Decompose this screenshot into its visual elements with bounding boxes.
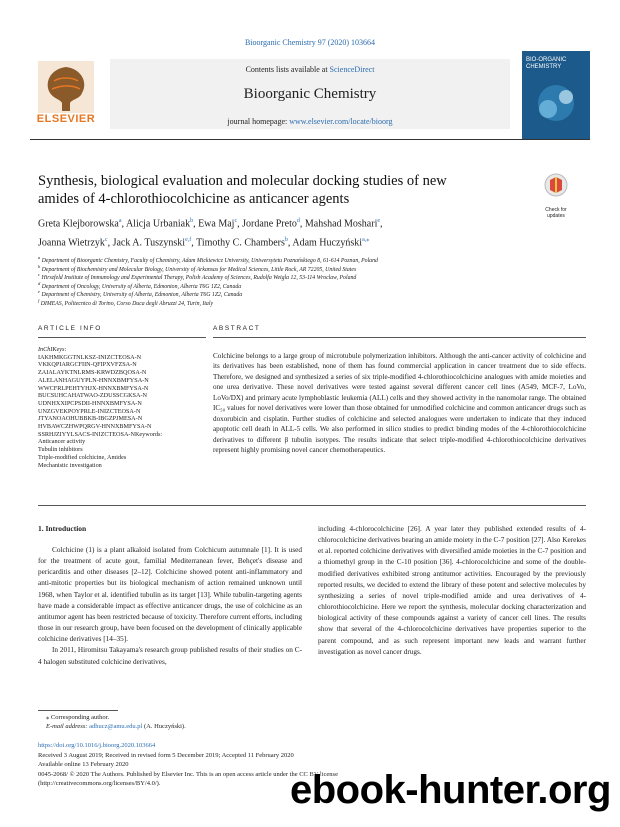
author-affiliation-marker[interactable]: b <box>284 237 288 244</box>
author-line-1: Greta Klejborowska$^a$, Alicja Urbaniak$^b$, Ewa Maj$^c$, Jordane Preto$^d$, Mahshad Moshari$^e$, <box>38 218 383 230</box>
watermark: ebook-hunter.org <box>290 768 611 812</box>
email-label: E-mail address: <box>46 723 90 730</box>
affiliation-item <box>38 297 578 308</box>
available-online: Available online 13 February 2020 <box>38 761 129 768</box>
license-url[interactable]: (http://creativecommons.org/licenses/BY/4.0/). <box>38 780 161 787</box>
keyword-item: IAKHMKGGTNLKSZ-INIZCTEOSA-N <box>38 353 142 361</box>
homepage-prefix: journal homepage: <box>227 117 290 126</box>
journal-masthead <box>110 59 510 129</box>
abstract-heading: ABSTRACT <box>213 325 261 332</box>
affiliation-text: Department of Biochemistry and Molecular Biology, University of Arkansas for Medical Sciences, Little Rock, AR 72205, United States <box>41 266 357 273</box>
footnote <box>46 713 346 731</box>
doi-link[interactable]: https://doi.org/10.1016/j.bioorg.2020.103664 <box>38 742 156 749</box>
keyword-item: ZAIALAYKTNLRMS-KRWDZBQOSA-N <box>38 369 147 377</box>
author-name[interactable]: Ewa Maj <box>198 218 235 230</box>
journal-title: Bioorganic Chemistry <box>243 86 377 102</box>
affiliation-marker: a <box>38 255 41 260</box>
affiliation-text: Department of Oncology, University of Alberta, Edmonton, Alberta T6G 1Z2, Canada <box>41 283 242 290</box>
sciencedirect-link[interactable]: ScienceDirect <box>329 65 375 74</box>
keyword-item: SSRHJZIYYLSACS-INIZCTEOSA-NKeywords: <box>38 430 163 438</box>
email-link[interactable]: adhucz@amu.edu.pl <box>89 723 143 730</box>
email-line <box>46 722 346 731</box>
author-affiliation-marker[interactable]: c <box>234 218 238 224</box>
author-name[interactable]: Mahshad Moshari <box>304 218 378 230</box>
homepage-link[interactable]: www.elsevier.com/locate/bioorg <box>289 117 393 126</box>
author-line-2: Joanna Wietrzyk$^c$, Jack A. Tuszynski$^{e,f}$, Timothy C. Chambers$^b$, Adam Huczyński$^{a,⁎}$ <box>38 237 370 249</box>
author-name[interactable]: Alicja Urbaniak <box>125 218 191 230</box>
keyword-item: InChIKeys: <box>38 346 67 353</box>
intro-paragraph-1: Colchicine (1) is a plant alkaloid isolated from Colchicum autumnale [1]. It is used for the treatment of acute gout, familial Mediterranean fever, Behçet's disease and pericarditis and other diseases [2–12]. Colchicine showed potent anti-inflammatory and anti-mitotic properties but its biological mechanism of action remained unknown until 1968, when Taylor et al. identified tubulin as its target [13]. While tubulin-targeting agents have made a considerable impact as effective anticancer drugs, the use of colchicine as an antitumor agent has been restricted because of toxicity. Therefore current efforts, including those in our research group, have been focused on the development of clinically applicable colchicine derivatives [14–35]. <box>38 546 302 644</box>
keywords-list <box>38 346 208 469</box>
affiliation-text: Hirszfeld Institute of Immunology and Experimental Therapy, Polish Academy of Sciences, Rudolfa Weigla 12, 53-114 Wroclaw, Poland <box>41 275 357 282</box>
keyword-item: WWCFRLPEHTYHJX-HNNXBMFYSA-N <box>38 384 149 392</box>
cover-title: BIO-ORGANIC CHEMISTRY <box>526 57 567 70</box>
contents-line <box>110 65 510 74</box>
license-line: 0045-2068/ © 2020 The Authors. Published by Elsevier Inc. This is an open access article under the CC BY license <box>38 770 338 778</box>
cover-art-icon <box>522 51 590 139</box>
article-info-rule <box>38 337 206 338</box>
journal-cover <box>522 51 590 139</box>
affiliation-text: DIMEAS, Politecnico di Torino, Corso Duca degli Abruzzi 24, Turin, Italy <box>40 300 214 307</box>
affiliation-marker: c <box>38 272 40 278</box>
corresponding-author-note: ⁎ Corresponding author. <box>46 714 110 721</box>
affiliation-marker: d <box>38 280 41 286</box>
keyword-item: Tubulin inhibitors <box>38 446 83 454</box>
journal-header <box>30 59 590 131</box>
author-affiliation-marker[interactable]: b <box>190 218 194 224</box>
keyword-item: Triple-modified colchicine, Amides <box>38 453 127 461</box>
affiliation-marker: e <box>38 289 40 295</box>
abstract-text: Colchicine belongs to a large group of microtubule polymerization inhibitors. Although the anti-cancer activity of colchicine and its derivatives has been established, none of them has found commercial application in cancer treatment due to side effects. Therefore, we designed and synthesized a series of six triple-modified 4-chlorothiocolchicine analogues with amide moieties and one urea derivative. These novel derivatives were tested against several different cancer cell lines (A549, MCF-7, LoVo, LoVo/DX) and primary acute lymphoblastic leukemia (ALL) cells and they showed activity in the nanomolar range. The obtained IC₅₀ values for novel derivatives were lower than those obtained for unmodified colchicine and common anticancer drugs such as doxorubicin and cisplatin. Further studies of colchicine and selected analogues were undertaken to indicate that they induced apoptotic cell death in ALL-5 cells. We also performed in silico studies to predict binding modes of the 4-chlorothiocolchicine derivatives to different β tubulin isotypes. The results indicate that select triple-modified 4-chlorothiocolchicine derivatives represent highly promising novel cancer chemotherapeutics. <box>213 352 586 455</box>
publisher-name: ELSEVIER <box>36 113 96 125</box>
author-name[interactable]: Adam Huczyński <box>292 237 363 249</box>
author-name[interactable]: Jack A. Tuszynski <box>112 237 186 249</box>
author-affiliation-marker[interactable]: d <box>296 218 300 224</box>
intro-paragraph-2: In 2011, Hiromitsu Takayama's research group published results of their studies on C-4 halogen substituted colchicine derivatives, <box>38 646 302 666</box>
introduction-heading: 1. Introduction <box>38 524 87 533</box>
check-updates-icon <box>536 172 576 202</box>
keyword-item: Anticancer activity <box>38 438 86 446</box>
author-affiliation-marker[interactable]: c <box>104 237 108 244</box>
keyword-item: VKKQPIARGCFIIN-QFIPXVFZSA-N <box>38 361 137 369</box>
affiliation-text: Department of Chemistry, University of Alberta, Edmonton, Alberta T6G 1Z2, Canada <box>41 292 243 299</box>
abstract-rule <box>213 337 586 338</box>
keyword-item: HVBAWCZHWPQRGV-HNNXBMFYSA-N <box>38 423 152 431</box>
affiliation-marker: b <box>38 263 41 269</box>
header-divider <box>30 139 590 140</box>
keyword-item: BUCSUHCAHATWAO-ZDUSSCGKSA-N <box>38 392 147 400</box>
keyword-item: UNZGVEKPOYPRLE-INIZCTEOSA-N <box>38 407 141 415</box>
keyword-item: ALELANHAGUYPLN-HNNXBMFYSA-N <box>38 376 149 384</box>
affiliation-text: Department of Bioorganic Chemistry, Faculty of Chemistry, Adam Mickiewicz University, Uniwersytetu Poznańskiego 8, 61-614 Poznan, Poland <box>41 257 378 264</box>
received-dates: Received 3 August 2019; Received in revised form 5 December 2019; Accepted 11 February 2020 <box>38 751 294 759</box>
author-affiliation-marker[interactable]: a <box>118 218 122 224</box>
check-updates-label: Check for updates <box>545 207 567 219</box>
journal-reference-link[interactable]: Bioorganic Chemistry 97 (2020) 103664 <box>244 38 376 47</box>
keyword-item: Mechanistic investigation <box>38 461 102 469</box>
article-info-heading: ARTICLE INFO <box>38 325 102 332</box>
contents-prefix: Contents lists available at <box>245 65 330 74</box>
author-list <box>38 213 558 252</box>
article-title: Synthesis, biological evaluation and molecular docking studies of new amides of 4-chlorothiocolchicine as anticancer agents <box>38 173 447 207</box>
author-name[interactable]: Jordane Preto <box>242 218 297 230</box>
author-affiliation-marker[interactable]: e,f <box>185 237 192 244</box>
author-name[interactable]: Joanna Wietrzyk <box>38 237 105 249</box>
footnote-rule <box>38 710 118 711</box>
author-name[interactable]: Timothy C. Chambers <box>196 237 285 249</box>
homepage-line <box>110 117 510 126</box>
intro-left-column <box>38 545 302 668</box>
elsevier-logo <box>32 59 100 129</box>
author-name[interactable]: Greta Klejborowska <box>38 218 119 230</box>
keyword-item: JTYANOAOHUBBKB-IBGZPJMESA-N <box>38 415 143 423</box>
author-affiliation-marker[interactable]: a,⁎ <box>362 237 370 244</box>
email-suffix: (A. Huczyński). <box>142 723 186 730</box>
check-for-updates-badge[interactable] <box>536 172 576 219</box>
abstract-bottom-rule <box>38 505 586 506</box>
keyword-item: UDNHXXIPCPSDII-HNNXBMFYSA-N <box>38 399 142 407</box>
affiliation-marker: f <box>38 298 40 303</box>
author-affiliation-marker[interactable]: e <box>377 218 381 224</box>
intro-right-column: including 4-chlorocolchicine [26]. A year later they published extended results of 4-chlorocolchicine derivatives bearing an amide moiety in the C-7 position [27]. Also Kerekes et al. reported colchicine derivatives with diversified amide moieties in the C-7 position and a thiomethyl group in the C-10 position [36]. 4-chlorocolchicine and some of the double-modified derivatives exhibited strong antitumor activities. Encouraged by the previously reported results, we decided to extend the library of these potent and selective molecules by synthesizing a series of novel triple-modified amide and urea derivatives of 4-chlorothiocolchicine. Here we report the synthesis, molecular docking characterization and biological activity of these compounds against a variety of cancer cell lines. The results show that several of the 4-chlorocolchicine derivatives have properties superior to the parent compound, and as such represent important new leads and warrant further investigation as novel cancer drugs. <box>318 525 586 656</box>
